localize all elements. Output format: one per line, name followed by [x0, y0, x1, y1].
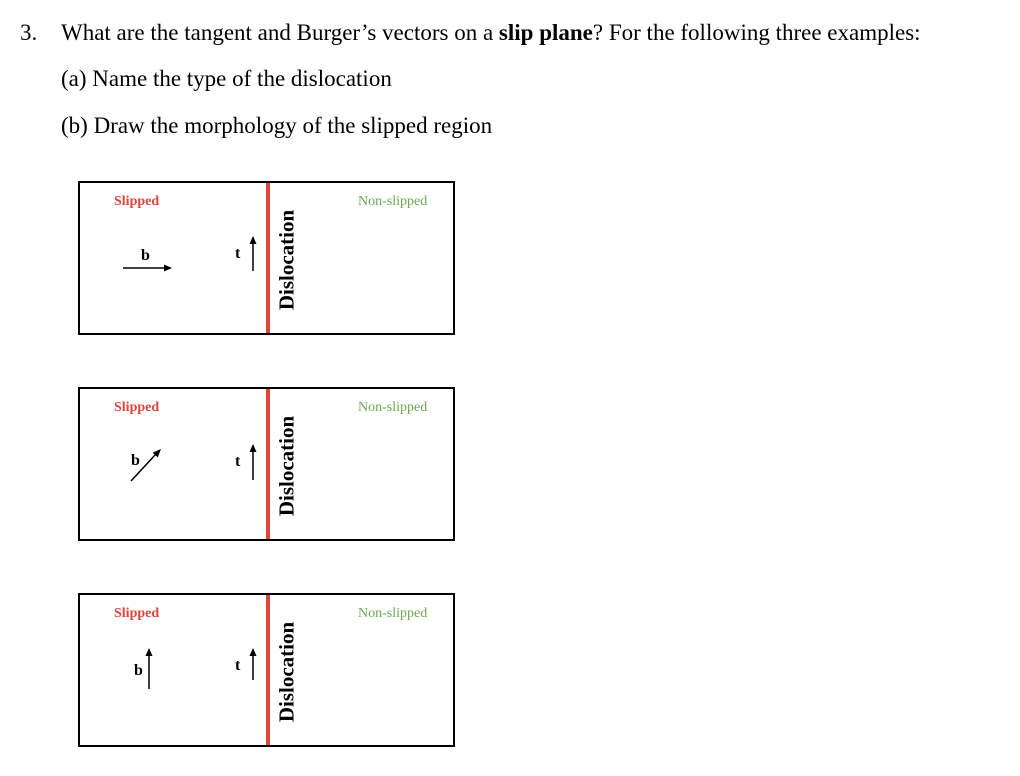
- dislocation-panel-3: [78, 593, 455, 747]
- nonslipped-label: Non-slipped: [358, 606, 428, 621]
- dislocation-panel-2: [78, 387, 455, 541]
- nonslipped-label: Non-slipped: [358, 194, 428, 209]
- question-text-bold: slip plane: [498, 20, 593, 45]
- dislocation-label: Dislocation: [274, 209, 299, 311]
- tangent-vector-arrow: [80, 595, 455, 747]
- question-part-b: (b) Draw the morphology of the slipped region: [61, 113, 493, 138]
- tangent-vector-arrow: [80, 389, 455, 541]
- tangent-vector-arrow: [80, 183, 455, 335]
- question-text-before: What are the tangent and Burger’s vectors on a: [61, 20, 499, 45]
- slipped-label: Slipped: [114, 606, 160, 621]
- question-number: 3.: [20, 20, 38, 45]
- slipped-label: Slipped: [114, 194, 160, 209]
- tangent-vector-label: t: [235, 453, 241, 470]
- tangent-vector-label: t: [235, 657, 241, 674]
- burgers-vector-label: b: [134, 662, 143, 679]
- question-text-after: ? For the following three examples:: [592, 20, 921, 45]
- dislocation-panel-1: [78, 181, 455, 335]
- question-part-a: (a) Name the type of the dislocation: [61, 66, 392, 91]
- nonslipped-label: Non-slipped: [358, 400, 428, 415]
- burgers-vector-label: b: [141, 247, 150, 264]
- dislocation-label: Dislocation: [274, 621, 299, 723]
- question-text: [61, 21, 921, 44]
- burgers-vector-label: b: [131, 452, 140, 469]
- tangent-vector-label: t: [235, 245, 241, 262]
- slipped-label: Slipped: [114, 400, 160, 415]
- dislocation-label: Dislocation: [274, 415, 299, 517]
